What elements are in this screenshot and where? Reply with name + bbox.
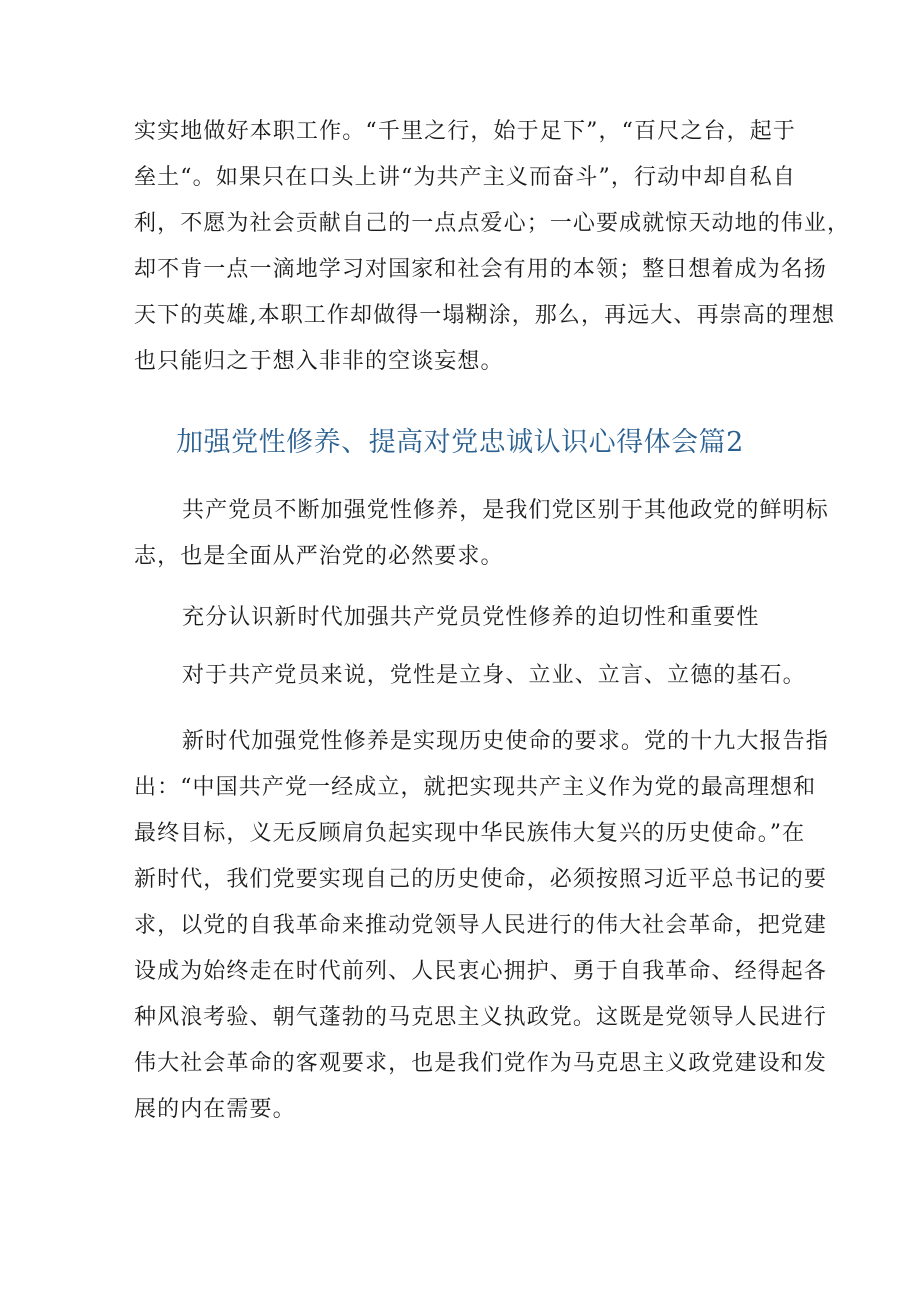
paragraph-party-spirit: 对于共产党员来说，党性是立身、立业、立言、立德的基石。: [182, 663, 806, 688]
section-heading: 加强党性修养、提高对党忠诚认识心得体会篇2: [176, 427, 744, 458]
text-line: 伟大社会革命的客观要求，也是我们党作为马克思主义政党建设和发: [134, 1051, 828, 1076]
paragraph-continuation: [134, 109, 851, 385]
text-line: 出：“中国共产党一经成立，就把实现共产主义作为党的最高理想和: [134, 775, 817, 800]
text-line: 设成为始终走在时代前列、人民衷心拥护、勇于自我革命、经得起各: [134, 959, 828, 984]
text-line: 垒土“。如果只在口头上讲“为共产主义而奋斗”，行动中却自私自: [134, 165, 796, 190]
text-line: 志，也是全面从严治党的必然要求。: [134, 544, 504, 569]
text-line: 天下的英雄,本职工作却做得一塌糊涂，那么，再远大、再崇高的理想: [134, 303, 836, 328]
text-line: 展的内在需要。: [134, 1097, 296, 1122]
subheading-paragraph: 充分认识新时代加强共产党员党性修养的迫切性和重要性: [182, 605, 760, 630]
paragraph-intro: [134, 488, 829, 580]
text-line: 新时代加强党性修养是实现历史使命的要求。党的十九大报告指: [182, 729, 829, 754]
text-line: 也只能归之于想入非非的空谈妄想。: [134, 349, 504, 374]
text-line: 利，不愿为社会贡献自己的一点点爱心；一心要成就惊天动地的伟业，: [134, 211, 851, 236]
text-line: 却不肯一点一滴地学习对国家和社会有用的本领；整日想着成为名扬: [134, 257, 828, 282]
text-line: 种风浪考验、朝气蓬勃的马克思主义执政党。这既是党领导人民进行: [134, 1005, 828, 1030]
text-line: 求，以党的自我革命来推动党领导人民进行的伟大社会革命，把党建: [134, 913, 828, 938]
text-line: 新时代，我们党要实现自己的历史使命，必须按照习近平总书记的要: [134, 867, 828, 892]
text-line: 实实地做好本职工作。“千里之行，始于足下”，“百尺之台，起于: [134, 119, 796, 144]
paragraph-historical-mission: [134, 719, 829, 1133]
text-line: 共产党员不断加强党性修养，是我们党区别于其他政党的鲜明标: [182, 498, 829, 523]
text-line: 最终目标，义无反顾肩负起实现中华民族伟大复兴的历史使命。”在: [134, 821, 806, 846]
